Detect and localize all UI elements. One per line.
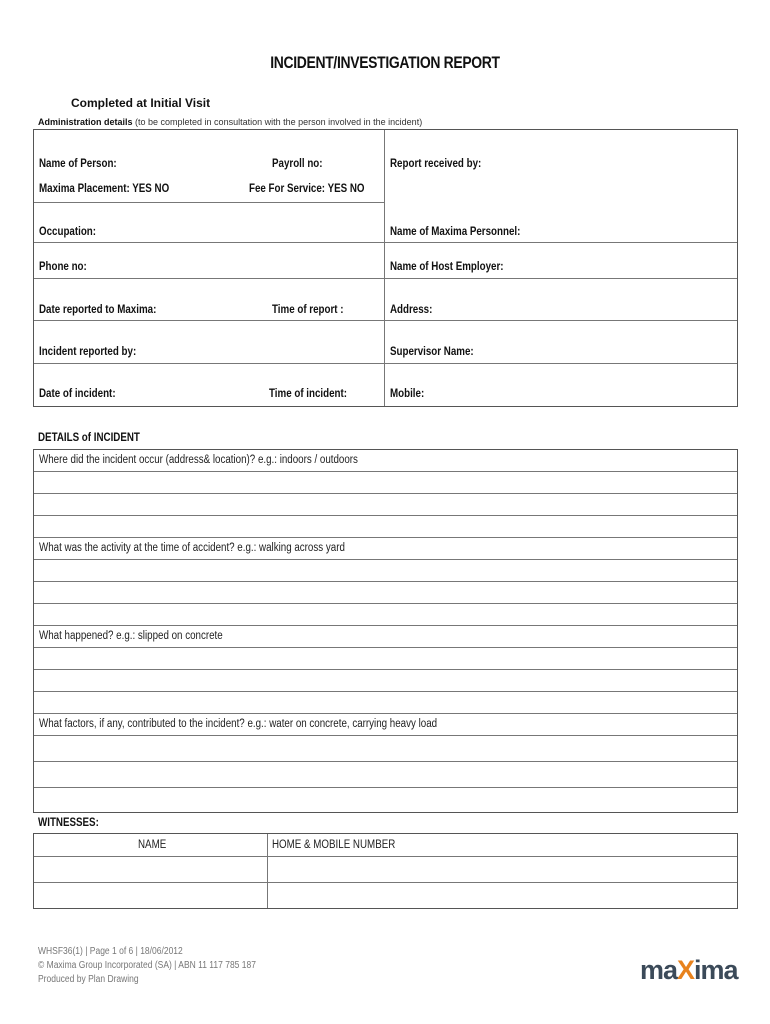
name-of-maxima-personnel-field[interactable]: Name of Maxima Personnel: bbox=[390, 226, 521, 238]
time-of-incident-field[interactable]: Time of incident: bbox=[269, 388, 348, 400]
details-row-line bbox=[34, 559, 737, 560]
details-row-line bbox=[34, 761, 737, 762]
date-of-incident-field[interactable]: Date of incident: bbox=[39, 388, 116, 400]
footer-line: WHSF36(1) | Page 1 of 6 | 18/06/2012 bbox=[38, 946, 183, 957]
phone-no-field[interactable]: Phone no: bbox=[39, 261, 87, 273]
details-table bbox=[33, 449, 738, 813]
admin-row-divider bbox=[34, 242, 737, 243]
details-row-line bbox=[34, 471, 737, 472]
admin-row-divider bbox=[34, 363, 737, 364]
admin-column-divider bbox=[384, 130, 385, 406]
witness-row-line bbox=[34, 856, 737, 857]
date-reported-field[interactable]: Date reported to Maxima: bbox=[39, 304, 157, 316]
name-of-person-field[interactable]: Name of Person: bbox=[39, 158, 117, 170]
details-heading: DETAILS of INCIDENT bbox=[38, 432, 140, 444]
admin-details-label: Administration details bbox=[38, 117, 133, 127]
subtitle: Completed at Initial Visit bbox=[71, 96, 211, 110]
occupation-field[interactable]: Occupation: bbox=[39, 226, 97, 238]
witness-number-header: HOME & MOBILE NUMBER bbox=[272, 839, 396, 851]
supervisor-name-field[interactable]: Supervisor Name: bbox=[390, 346, 474, 358]
admin-details-note bbox=[38, 117, 422, 127]
details-row-line bbox=[34, 647, 737, 648]
maxima-logo: maXima bbox=[640, 955, 738, 985]
details-row-line bbox=[34, 713, 737, 714]
payroll-no-field[interactable]: Payroll no: bbox=[272, 158, 323, 170]
time-of-report-field[interactable]: Time of report : bbox=[272, 304, 344, 316]
address-field[interactable]: Address: bbox=[390, 304, 433, 316]
admin-details-instructions: (to be completed in consultation with the person involved in the incident) bbox=[132, 117, 423, 127]
witnesses-heading: WITNESSES: bbox=[38, 817, 99, 829]
details-row-line bbox=[34, 581, 737, 582]
mobile-field[interactable]: Mobile: bbox=[390, 388, 425, 400]
maxima-placement-field[interactable]: Maxima Placement: YES NO bbox=[39, 183, 170, 195]
admin-details-table bbox=[33, 129, 738, 407]
report-received-by-field[interactable]: Report received by: bbox=[390, 158, 482, 170]
witness-name-header: NAME bbox=[138, 839, 167, 851]
footer-line: © Maxima Group Incorporated (SA) | ABN 11 117 785 187 bbox=[38, 960, 256, 971]
footer-line: Produced by Plan Drawing bbox=[38, 974, 139, 985]
witnesses-table bbox=[33, 833, 738, 909]
witness-column-divider bbox=[267, 834, 268, 908]
name-of-host-employer-field[interactable]: Name of Host Employer: bbox=[390, 261, 504, 273]
details-row-line bbox=[34, 603, 737, 604]
details-row-line bbox=[34, 625, 737, 626]
details-row-line bbox=[34, 537, 737, 538]
details-row-line bbox=[34, 669, 737, 670]
details-row-line bbox=[34, 493, 737, 494]
witness-row-line bbox=[34, 882, 737, 883]
page-title: INCIDENT/INVESTIGATION REPORT bbox=[270, 53, 500, 72]
admin-row-divider bbox=[34, 320, 737, 321]
question-what-happened: What happened? e.g.: slipped on concrete bbox=[39, 630, 223, 642]
details-row-line bbox=[34, 787, 737, 788]
details-row-line bbox=[34, 691, 737, 692]
details-row-line bbox=[34, 515, 737, 516]
admin-row-divider bbox=[34, 202, 384, 203]
details-row-line bbox=[34, 735, 737, 736]
fee-for-service-field[interactable]: Fee For Service: YES NO bbox=[249, 183, 365, 195]
admin-row-divider bbox=[34, 278, 737, 279]
question-contributing-factors: What factors, if any, contributed to the incident? e.g.: water on concrete, carrying heavy load bbox=[39, 718, 438, 730]
footer bbox=[38, 945, 294, 987]
incident-reported-by-field[interactable]: Incident reported by: bbox=[39, 346, 137, 358]
question-activity: What was the activity at the time of accident? e.g.: walking across yard bbox=[39, 542, 345, 554]
question-location: Where did the incident occur (address& location)? e.g.: indoors / outdoors bbox=[39, 454, 358, 466]
